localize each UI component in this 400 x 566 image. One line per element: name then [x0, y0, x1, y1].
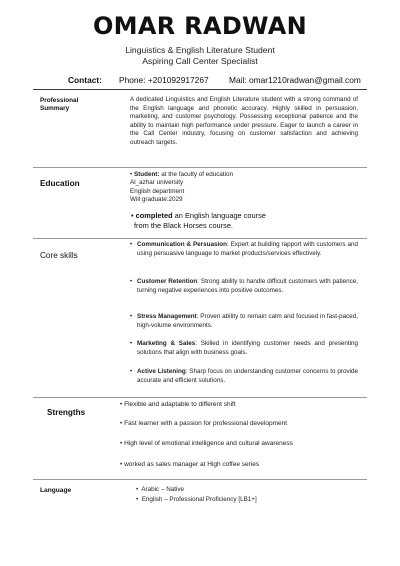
- education-student-line: • Student: at the faculty of education: [130, 171, 234, 178]
- education-heading: Education: [40, 179, 80, 188]
- divider: [33, 89, 367, 90]
- divider: [33, 397, 367, 398]
- divider: [33, 238, 367, 239]
- summary-heading-line-2: Summary: [40, 105, 70, 112]
- skill-item: • Communication & Persuasion: Expert at building rapport with customers and using persuasive language to market products/services effectively.: [130, 241, 358, 257]
- course-line-1: • completed an English language course: [131, 211, 266, 220]
- skill-item: • Active Listening: Sharp focus on understanding customer concerns to provide accurate and efficient solutions.: [130, 368, 358, 384]
- headline-line-1: Linguistics & English Literature Student: [125, 45, 275, 55]
- language-heading: Language: [40, 487, 72, 494]
- language-item: • English – Professional Proficiency [LB1+]: [136, 496, 257, 503]
- summary-heading-line-1: Professional: [40, 97, 79, 104]
- bullet-icon: •: [130, 368, 133, 375]
- divider: [33, 167, 367, 168]
- skill-item: • Customer Retention: Strong ability to handle difficult customers with patience, turning negative experiences into positive outcomes.: [130, 278, 358, 294]
- summary-text: A dedicated Linguistics and English Literature student with a strong command of the English language and phonetic accuracy. Highly skilled in persuasion, marketing, and customer psychology. Possessing exceptional patience and the ability to maintain high performance under pressure. Eager to launch a career in the Call Center industry, focusing on customer satisfaction and achieving outreach targets.: [130, 96, 358, 146]
- bullet-icon: •: [130, 340, 133, 347]
- strength-item: • High level of emotional intelligence and cultural awareness: [120, 440, 293, 447]
- summary-heading: [40, 97, 78, 113]
- skills-heading: Core skills: [40, 251, 78, 260]
- skill-item: • Marketing & Sales: Skilled in identifying customer needs and presenting solutions that align with business goals.: [130, 340, 359, 356]
- bullet-icon: •: [130, 278, 133, 285]
- headline-line-2: Aspiring Call Center Specialist: [142, 56, 258, 66]
- strength-item: • Flexible and adaptable to different shift: [120, 401, 236, 408]
- strengths-heading: Strengths: [47, 408, 86, 417]
- strength-item: • worked as sales manager at High coffee series: [120, 461, 260, 468]
- candidate-name: OMAR RADWAN: [92, 12, 308, 40]
- bullet-icon: •: [130, 241, 133, 248]
- strength-item: • Fast learner with a passion for professional development: [120, 420, 288, 427]
- skill-item: • Stress Management: Proven ability to remain calm and focused in fast-paced, high-volume environments.: [130, 313, 359, 329]
- education-course: [131, 211, 359, 231]
- course-line-2: from the Black Horses course.: [134, 221, 233, 230]
- education-graduation: Will graduate:2029: [130, 196, 183, 204]
- contact-phone: Phone: +201092917267: [119, 75, 209, 85]
- education-university: Al_azhar university: [130, 179, 184, 187]
- language-item: • Arabic – Native: [136, 486, 185, 493]
- contact-row: [0, 75, 400, 87]
- bullet-icon: •: [130, 313, 133, 320]
- contact-label: Contact:: [68, 75, 102, 85]
- education-department: English department: [130, 187, 185, 195]
- divider: [33, 479, 367, 480]
- education-details: [130, 171, 358, 205]
- contact-email: Mail: omar1210radwan@gmail.com: [229, 75, 361, 85]
